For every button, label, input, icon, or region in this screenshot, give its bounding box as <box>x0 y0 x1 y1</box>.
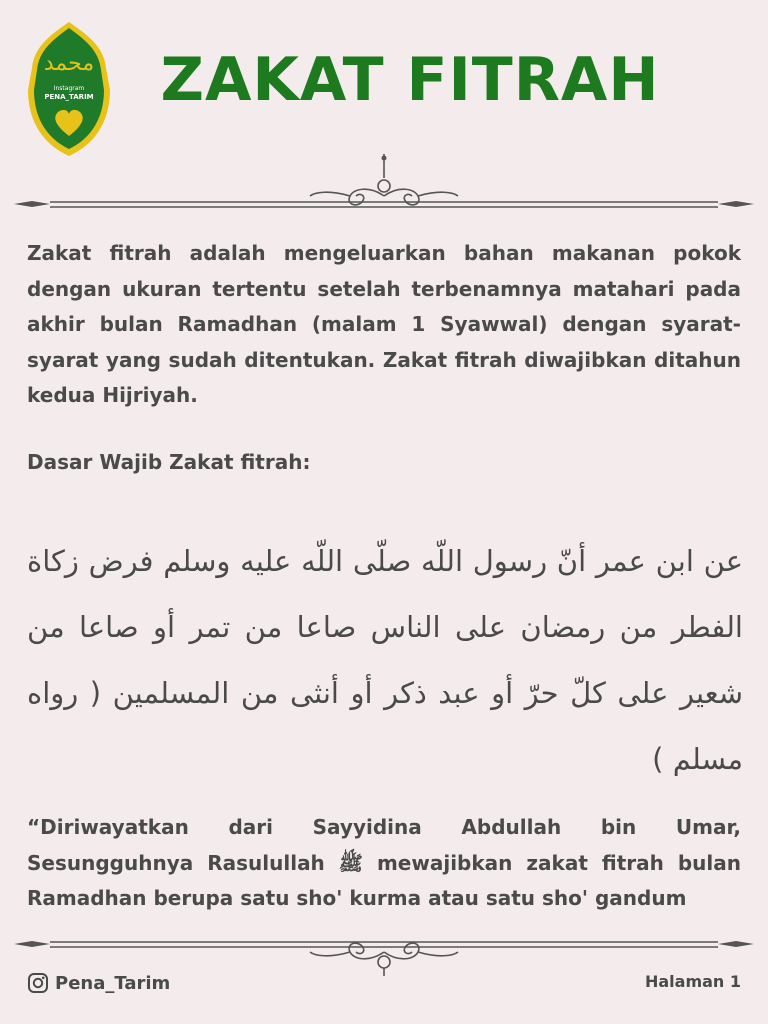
translation-paragraph: “Diriwayatkan dari Sayyidina Abdullah bin Umar, Sesungguhnya Rasulullah ﷺ mewajibkan zakat fitrah bulan Ramadhan berupa satu sho' kurma atau satu sho' gandum <box>27 815 741 910</box>
pena-tarim-logo <box>26 20 112 160</box>
page-title: ZAKAT FITRAH <box>160 45 660 115</box>
top-divider-ornament <box>10 150 758 210</box>
logo-arabic-text: محمد <box>43 51 95 76</box>
bottom-divider-ornament <box>10 916 758 976</box>
intro-paragraph: Zakat fitrah adalah mengeluarkan bahan makanan pokok dengan ukuran tertentu setelah terbenamnya matahari pada akhir bulan Ramadhan (malam 1 Syawwal) dengan syarat-syarat yang sudah ditentukan. Zakat fitrah diwajibkan ditahun kedua Hijriyah. <box>27 241 741 407</box>
hadith-arabic-text: عن ابن عمر أنّ رسول اللّه صلّى اللّه عليه وسلم فرض زكاة الفطر من رمضان على الناس صاعا من تمر أو صاعا من شعير على كلّ حرّ أو عبد ذكر أو أنثى من المسلمين ( رواه مسلم ) <box>27 544 743 776</box>
footer-handle[interactable] <box>27 970 170 996</box>
page-number: Halaman 1 <box>644 972 741 991</box>
logo-name: PENA_TARIM <box>44 93 94 101</box>
instagram-handle-text: Pena_Tarim <box>55 972 171 994</box>
instagram-icon <box>27 972 49 994</box>
section-heading: Dasar Wajib Zakat fitrah: <box>27 450 311 474</box>
logo-top-text: Instagram <box>53 85 85 92</box>
